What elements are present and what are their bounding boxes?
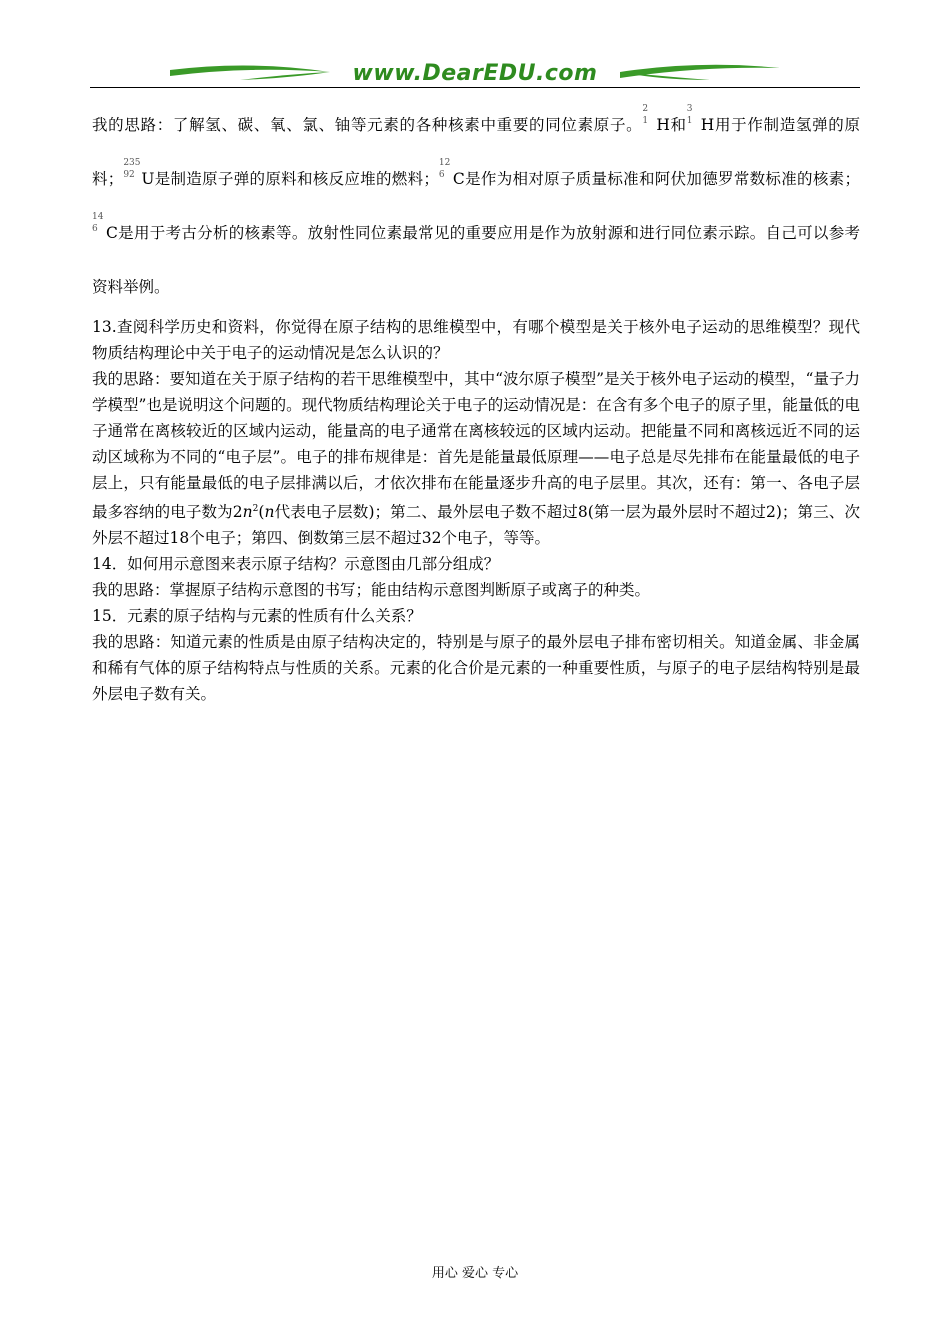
answer-14: 我的思路：掌握原子结构示意图的书写；能由结构示意图判断原子或离子的种类。 [92, 581, 651, 600]
atomic-number: 1 [686, 116, 693, 126]
question-14: 14．如何用示意图来表示原子结构？示意图由几部分组成？ [92, 555, 500, 574]
atomic-number: 1 [642, 116, 649, 126]
header-rule [90, 87, 860, 88]
mass-number: 14 [92, 212, 104, 222]
text-span: 用于作制造氢弹的原料； [92, 116, 860, 188]
math-variable: n [242, 503, 253, 522]
site-logo-text: www.DearEDU.com [352, 61, 598, 86]
atomic-number: 6 [92, 224, 98, 234]
math-variable: n [264, 503, 275, 522]
page-header [90, 58, 860, 90]
isotope-c14 [92, 206, 118, 260]
text-span: 是制造原子弹的原料和核反应堆的燃料； [154, 170, 439, 188]
text-span: 是作为相对原子质量标准和阿伏加德罗常数标准的核素； [464, 170, 860, 188]
paragraph-isotopes [92, 98, 860, 314]
text-span: 代表电子层数)；第二、最外层电子数不超过8(第一层为最外层时不超过2)；第三、次外层不超过18个电子；第四、倒数第三层不超过32个电子，等等。 [92, 503, 860, 548]
element-symbol: U [141, 170, 155, 188]
mass-number: 235 [123, 158, 141, 168]
text-span: 和 [669, 116, 687, 134]
answer-13 [92, 366, 860, 551]
atomic-number: 6 [438, 170, 445, 180]
question-15: 15．元素的原子结构与元素的性质有什么关系？ [92, 607, 422, 626]
question-13: 13.查阅科学历史和资料，你觉得在原子结构的思维模型中，有哪个模型是关于核外电子运动的思维模型？现代物质结构理论中关于电子的运动情况是怎么认识的？ [92, 318, 860, 362]
isotope-u235 [123, 152, 154, 206]
isotope-h3 [687, 98, 715, 152]
document-body [92, 98, 860, 707]
element-symbol: C [106, 224, 118, 242]
superscript: 2 [252, 504, 259, 514]
text-span: 是用于考古分析的核素等。放射性同位素最常见的重要应用是作为放射源和进行同位素示踪。自己可以参考资料举例。 [92, 224, 860, 296]
element-symbol: H [700, 116, 715, 134]
mass-number: 2 [642, 104, 649, 114]
text-span: 我的思路：要知道在关于原子结构的若干思维模型中，其中“波尔原子模型”是关于核外电子运动的模型，“量子力学模型”也是说明这个问题的。现代物质结构理论关于电子的运动情况是：在含有多个电子的原子里，能量低的电子通常在离核较近的区域内运动，能量高的电子通常在离核较远的区域内运动。把能量不同和离核远近不同的运动区域称为不同的“电子层”。电子的排布规律是：首先是能量最低原理——电子总是尽先排布在能量最低的电子层上，只有能量最低的电子层排满以后，才依次排布在能量逐步升高的电子层里。其次，还有：第一、各电子层最多容纳的电子数为2 [92, 370, 860, 522]
isotope-h2 [642, 98, 670, 152]
mass-number: 12 [438, 158, 451, 168]
isotope-c12 [439, 152, 465, 206]
answer-15: 我的思路：知道元素的性质是由原子结构决定的，特别是与原子的最外层电子排布密切相关。知道金属、非金属和稀有气体的原子结构特点与性质的关系。元素的化合价是元素的一种重要性质，与原子的电子层结构特别是最外层电子数有关。 [92, 633, 860, 704]
mass-number: 3 [686, 104, 693, 114]
text-span: ( [258, 503, 265, 522]
element-symbol: C [452, 170, 465, 188]
text-span: 我的思路：了解氢、碳、氧、氯、铀等元素的各种核素中重要的同位素原子。 [92, 116, 643, 134]
page-footer: 用心 爱心 专心 [431, 1266, 519, 1281]
atomic-number: 92 [123, 170, 135, 180]
element-symbol: H [656, 116, 670, 134]
